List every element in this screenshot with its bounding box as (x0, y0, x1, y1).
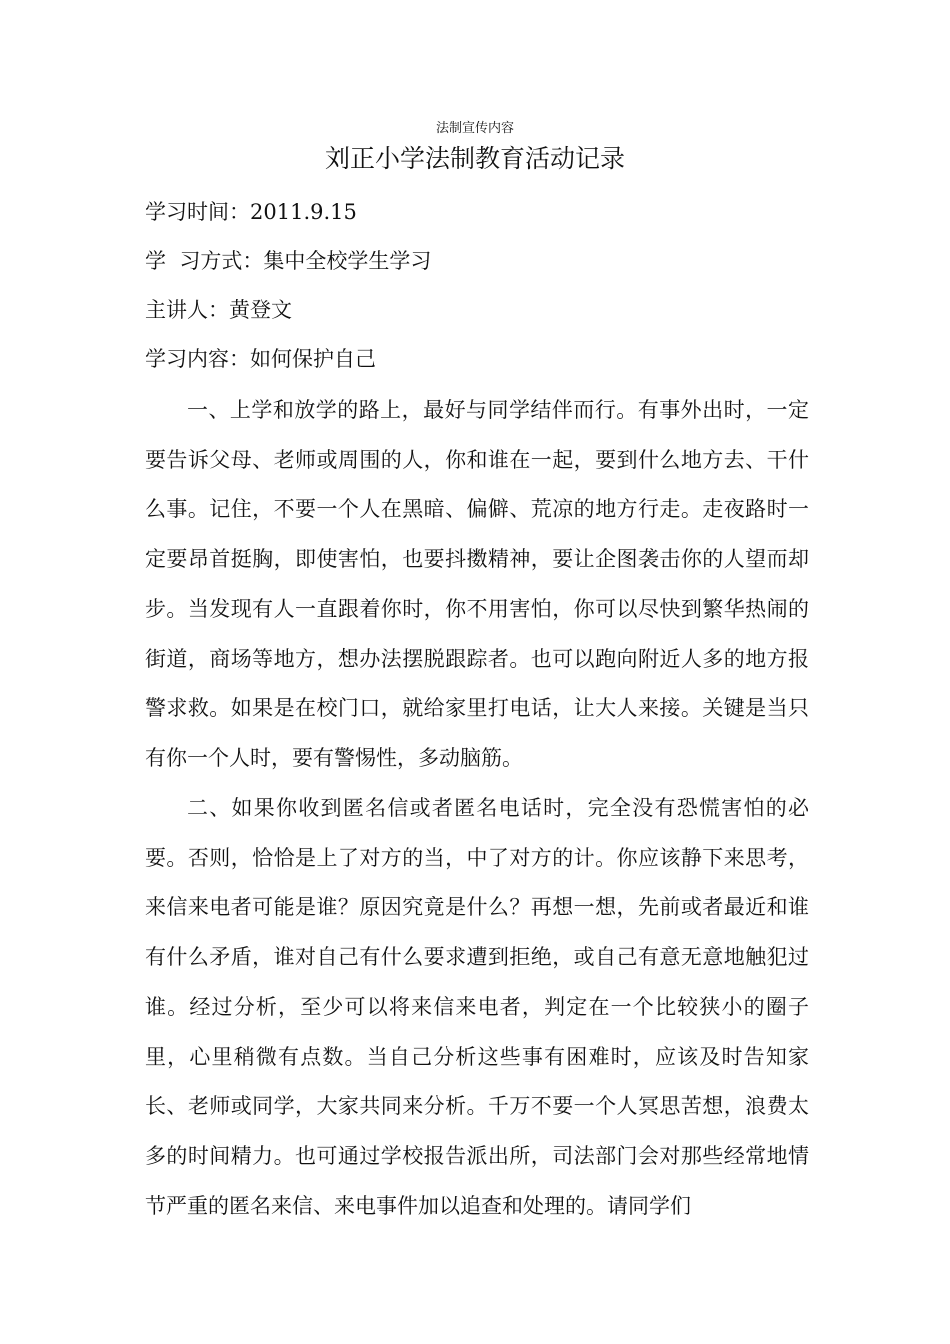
document-title: 刘正小学法制教育活动记录 (324, 144, 625, 173)
paragraph-1-block (145, 386, 809, 784)
speaker: 主讲人：黄登文 (145, 298, 292, 322)
study-time: 学习时间：2011.9.15 (145, 200, 357, 224)
study-method: 学 习方式：集中全校学生学习 (145, 249, 432, 273)
paragraph-2: 二、如果你收到匿名信或者匿名电话时，完全没有恐慌害怕的必要。否则，恰恰是上了对方的当，中了对方的计。你应该静下来思考，来信来电者可能是谁？原因究竟是什么？再想一想，先前或者最近和谁有什么矛盾，谁对自己有什么要求遭到拒绝，或自己有意无意地触犯过谁。经过分析，至少可以将来信来电者，判定在一个比较狭小的圈子里，心里稍微有点数。当自己分析这些事有困难时，应该及时告知家长、老师或同学，大家共同来分析。千万不要一个人冥思苦想，浪费太多的时间精力。也可通过学校报告派出所，司法部门会对那些经常地情节严重的匿名来信、来电事件加以追查和处理的。请同学们 (145, 796, 809, 1218)
page-header: 法制宣传内容 (435, 121, 514, 136)
paragraph-1: 一、上学和放学的路上，最好与同学结伴而行。有事外出时，一定要告诉父母、老师或周围的人，你和谁在一起，要到什么地方去、干什么事。记住，不要一个人在黑暗、偏僻、荒凉的地方行走。走夜路时一定要昂首挺胸，即使害怕，也要抖擞精神，要让企图袭击你的人望而却步。当发现有人一直跟着你时，你不用害怕，你可以尽快到繁华热闹的街道，商场等地方，想办法摆脱跟踪者。也可以跑向附近人多的地方报警求救。如果是在校门口，就给家里打电话，让大人来接。关键是当只有你一个人时，要有警惕性，多动脑筋。 (145, 398, 809, 770)
paragraph-2-block (145, 784, 809, 1231)
study-content: 学习内容：如何保护自己 (145, 347, 376, 371)
